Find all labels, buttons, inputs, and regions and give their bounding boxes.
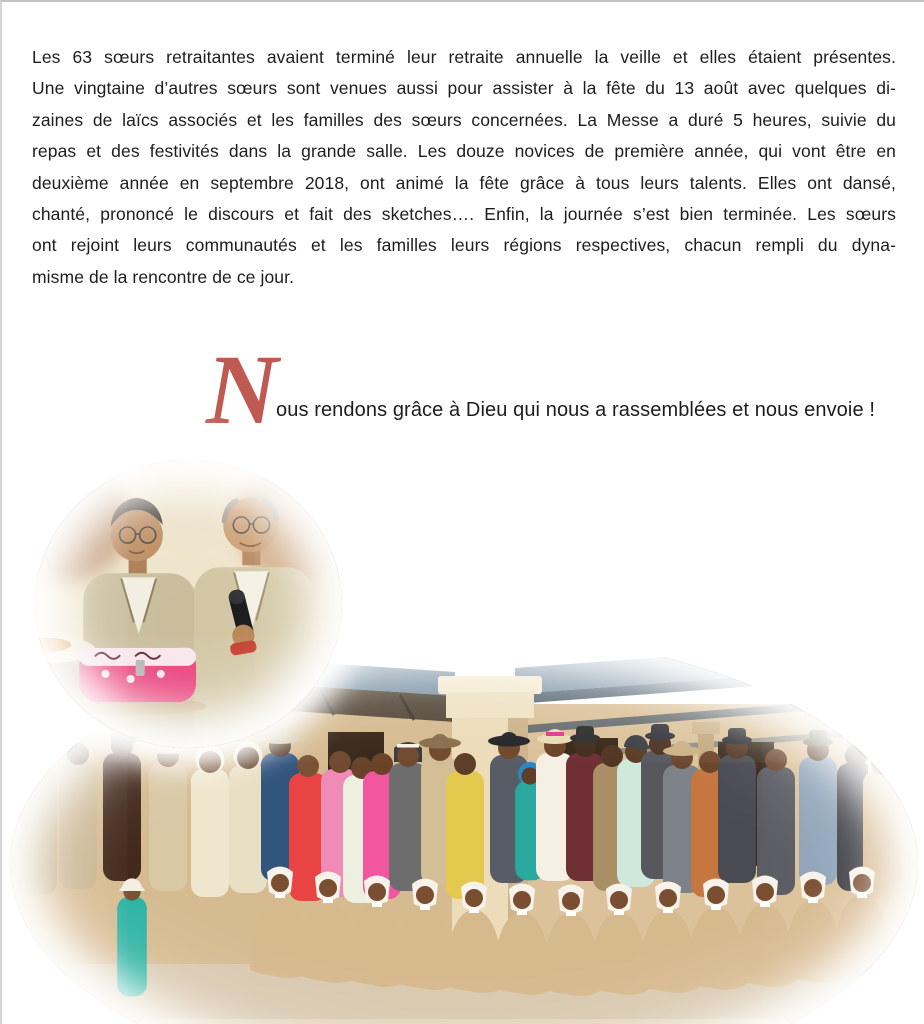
paragraph-line: deuxième année en septembre 2018, ont animé la fête grâce à tous leurs talents. Elles ont dansé, [32,172,896,193]
speakers-photo-illustration [35,460,342,748]
paragraph-line: zaines de laïcs associés et les familles des sœurs concernées. La Messe a duré 5 heures, suivie du [32,109,896,130]
intro-paragraph [32,42,896,293]
lead-sentence: ous rendons grâce à Dieu qui nous a rassemblées et nous envoie ! [276,399,875,421]
speakers-photo-oval [35,460,342,748]
paragraph-line: chanté, prononcé le discours et fait des sketches…. Enfin, la journée s’est bien terminée. Les sœurs [32,204,896,225]
photo-collage [2,457,924,1024]
paragraph-line: Les 63 sœurs retraitantes avaient terminé leur retraite annuelle la veille et elles étaient présentes. [32,47,896,67]
paragraph-line: repas et des festivités dans la grande salle. Les douze novices de première année, qui vont être en [32,141,896,162]
paragraph-line: ont rejoint leurs communautés et les familles leurs régions respectives, chacun rempli du dyna- [32,235,896,256]
paragraph-line: Une vingtaine d’autres sœurs sont venues aussi pour assister à la fête du 13 août avec quelques di- [32,78,896,99]
paragraph-line: misme de la rencontre de ce jour. [32,266,295,287]
dropcap-letter: N [206,334,279,445]
